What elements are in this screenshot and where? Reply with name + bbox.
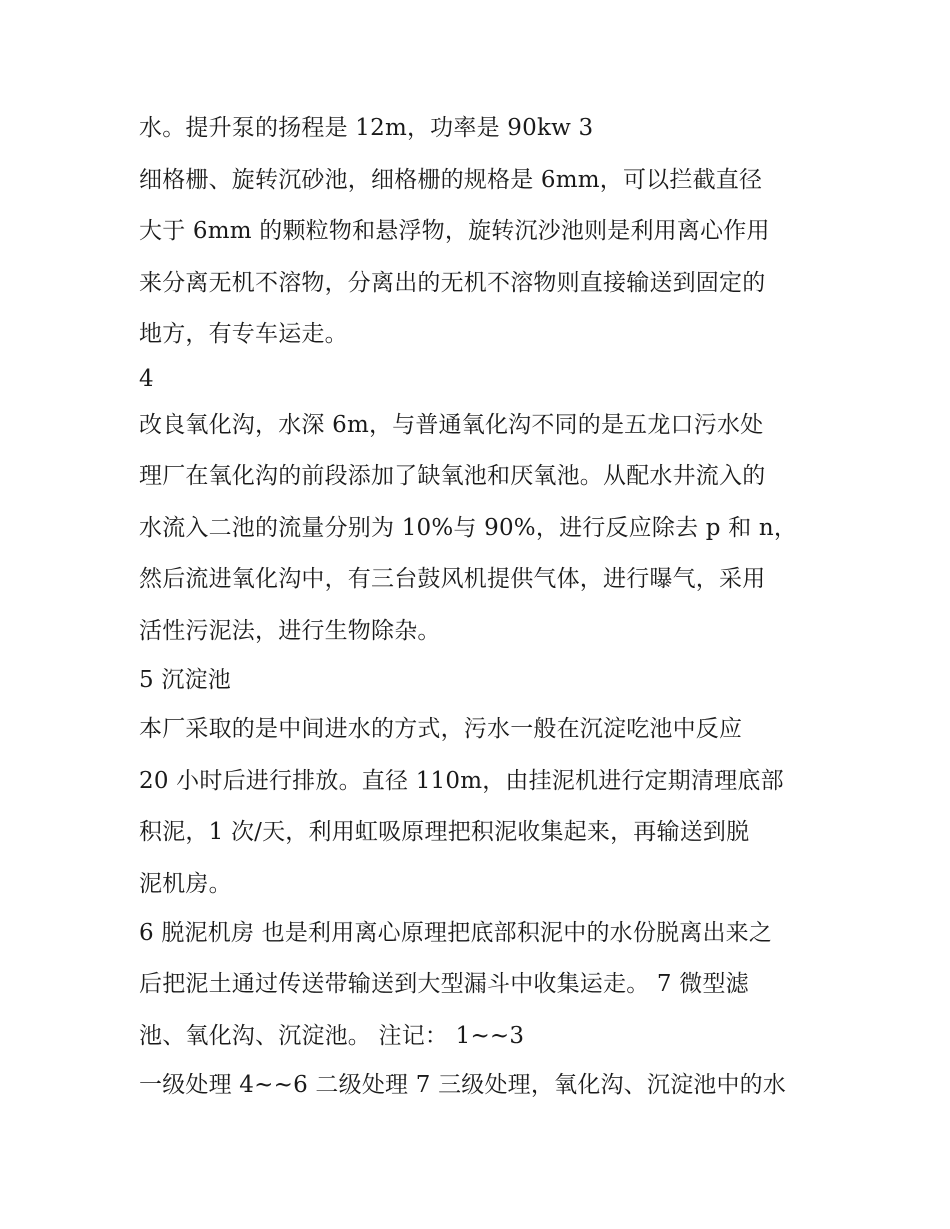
text-line-15: 积泥，1 次/天，利用虹吸原理把积泥收集起来，再输送到脱 xyxy=(139,819,750,845)
text-line-2: 细格栅、旋转沉砂池，细格栅的规格是 6mm，可以拦截直径 xyxy=(139,167,763,193)
text-line-18: 后把泥土通过传送带输送到大型漏斗中收集运走。 7 微型滤 xyxy=(139,971,749,997)
text-line-7: 改良氧化沟，水深 6m，与普通氧化沟不同的是五龙口污水处 xyxy=(139,412,764,438)
text-line-19: 池、氧化沟、沉淀池。 注记： 1~~3 xyxy=(139,1023,525,1049)
text-line-16: 泥机房。 xyxy=(139,871,232,897)
text-line-6: 4 xyxy=(139,366,154,392)
text-line-3: 大于 6mm 的颗粒物和悬浮物，旋转沉沙池则是利用离心作用 xyxy=(139,218,770,244)
text-line-1: 水。提升泵的扬程是 12m，功率是 90kw 3 xyxy=(139,115,594,141)
text-line-17: 6 脱泥机房 也是利用离心原理把底部积泥中的水份脱离出来之 xyxy=(139,920,773,946)
text-line-9: 水流入二池的流量分别为 10%与 90%，进行反应除去 p 和 n， xyxy=(139,515,798,541)
text-line-20: 一级处理 4~~6 二级处理 7 三级处理，氧化沟、沉淀池中的水 xyxy=(139,1072,787,1098)
text-line-12: 5 沉淀池 xyxy=(139,667,231,693)
text-line-13: 本厂采取的是中间进水的方式，污水一般在沉淀吃池中反应 xyxy=(139,716,743,742)
text-line-10: 然后流进氧化沟中，有三台鼓风机提供气体，进行曝气，采用 xyxy=(139,566,766,592)
text-line-4: 来分离无机不溶物，分离出的无机不溶物则直接输送到固定的 xyxy=(139,270,766,296)
text-line-11: 活性污泥法，进行生物除杂。 xyxy=(139,618,441,644)
text-line-8: 理厂在氧化沟的前段添加了缺氧池和厌氧池。从配水井流入的 xyxy=(139,463,766,489)
text-line-5: 地方，有专车运走。 xyxy=(139,321,348,347)
text-line-14: 20 小时后进行排放。直径 110m，由挂泥机进行定期清理底部 xyxy=(139,768,784,794)
